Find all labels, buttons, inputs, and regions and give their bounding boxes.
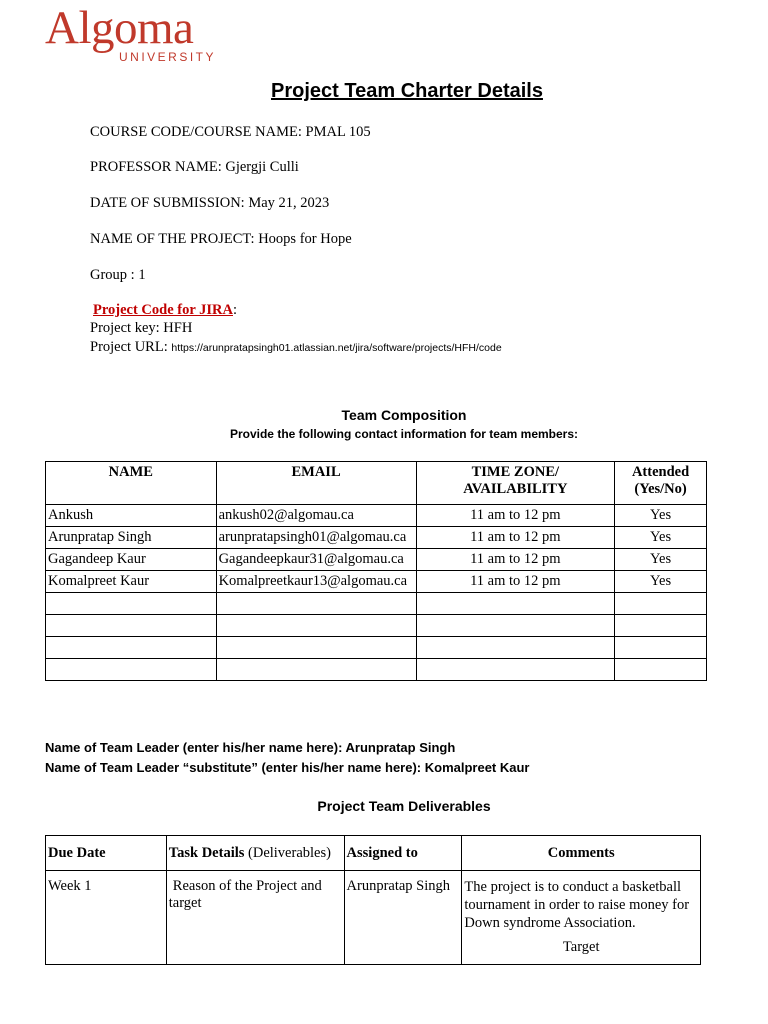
member-attended: Yes	[615, 505, 707, 527]
header-name: NAME	[46, 462, 217, 505]
member-email	[216, 659, 416, 681]
member-timezone	[416, 593, 615, 615]
deliverables-heading: Project Team Deliverables	[317, 798, 491, 814]
group-line: Group : 1	[90, 267, 146, 283]
member-name	[46, 593, 217, 615]
submission-date-line: DATE OF SUBMISSION: May 21, 2023	[90, 195, 330, 211]
university-logo	[45, 2, 217, 64]
project-name-line: NAME OF THE PROJECT: Hoops for Hope	[90, 231, 352, 247]
jira-label: Project Code for JIRA	[93, 302, 233, 318]
project-url[interactable]: https://arunpratapsingh01.atlassian.net/jira/software/projects/HFH/code	[171, 342, 502, 354]
member-timezone: 11 am to 12 pm	[416, 505, 615, 527]
member-email	[216, 615, 416, 637]
member-attended	[615, 659, 707, 681]
assigned-to: Arunpratap Singh	[344, 871, 462, 965]
member-email: Komalpreetkaur13@algomau.ca	[216, 571, 416, 593]
member-attended: Yes	[615, 527, 707, 549]
header-timezone: TIME ZONE/ AVAILABILITY	[416, 462, 615, 505]
comment-text: The project is to conduct a basketball tournament in order to raise money for Down syndrome Association.	[464, 879, 690, 931]
member-attended	[615, 593, 707, 615]
team-table	[45, 461, 707, 681]
comment-target: Target	[562, 939, 600, 955]
comments	[462, 871, 701, 965]
header-comments: Comments	[462, 836, 701, 871]
member-timezone	[416, 615, 615, 637]
project-url-line: Project URL: https://arunpratapsingh01.atlassian.net/jira/software/projects/HFH/code	[90, 339, 502, 355]
deliverables-table-header	[46, 836, 701, 871]
member-name: Ankush	[46, 505, 217, 527]
header-task-details: Task Details (Deliverables)	[166, 836, 344, 871]
member-email: ankush02@algomau.ca	[216, 505, 416, 527]
project-key-line: Project key: HFH	[90, 320, 193, 336]
member-timezone: 11 am to 12 pm	[416, 527, 615, 549]
member-email	[216, 593, 416, 615]
table-row	[46, 615, 707, 637]
member-attended: Yes	[615, 571, 707, 593]
course-line: COURSE CODE/COURSE NAME: PMAL 105	[90, 124, 371, 140]
member-name	[46, 637, 217, 659]
member-name: Komalpreet Kaur	[46, 571, 217, 593]
member-name: Arunpratap Singh	[46, 527, 217, 549]
table-row	[46, 659, 707, 681]
logo-wordmark: Algoma	[45, 2, 194, 54]
member-timezone: 11 am to 12 pm	[416, 549, 615, 571]
task-details: Reason of the Project and target	[166, 871, 344, 965]
team-leader-substitute-line: Name of Team Leader “substitute” (enter his/her name here): Komalpreet Kaur	[45, 760, 530, 775]
document-title: Project Team Charter Details	[271, 80, 543, 102]
member-attended: Yes	[615, 549, 707, 571]
table-row	[46, 549, 707, 571]
header-due-date: Due Date	[46, 836, 167, 871]
member-timezone	[416, 637, 615, 659]
member-attended	[615, 615, 707, 637]
member-attended	[615, 637, 707, 659]
team-table-header	[46, 462, 707, 505]
header-attended: Attended (Yes/No)	[615, 462, 707, 505]
table-row	[46, 527, 707, 549]
member-email	[216, 637, 416, 659]
member-timezone	[416, 659, 615, 681]
member-name: Gagandeep Kaur	[46, 549, 217, 571]
team-leader-line: Name of Team Leader (enter his/her name here): Arunpratap Singh	[45, 740, 456, 755]
team-composition-heading: Team Composition	[341, 407, 467, 423]
header-email: EMAIL	[216, 462, 416, 505]
table-row	[46, 505, 707, 527]
header-assigned-to: Assigned to	[344, 836, 462, 871]
member-name	[46, 659, 217, 681]
member-timezone: 11 am to 12 pm	[416, 571, 615, 593]
member-name	[46, 615, 217, 637]
table-row	[46, 637, 707, 659]
deliverables-table	[45, 835, 701, 965]
professor-line: PROFESSOR NAME: Gjergji Culli	[90, 159, 299, 175]
logo-subtitle: UNIVERSITY	[119, 50, 217, 64]
table-row	[46, 593, 707, 615]
table-row	[46, 571, 707, 593]
table-row	[46, 871, 701, 965]
team-composition-subheading: Provide the following contact information for team members:	[229, 427, 579, 441]
due-date: Week 1	[46, 871, 167, 965]
member-email: Gagandeepkaur31@algomau.ca	[216, 549, 416, 571]
member-email: arunpratapsingh01@algomau.ca	[216, 527, 416, 549]
jira-heading: Project Code for JIRA:	[93, 302, 238, 318]
